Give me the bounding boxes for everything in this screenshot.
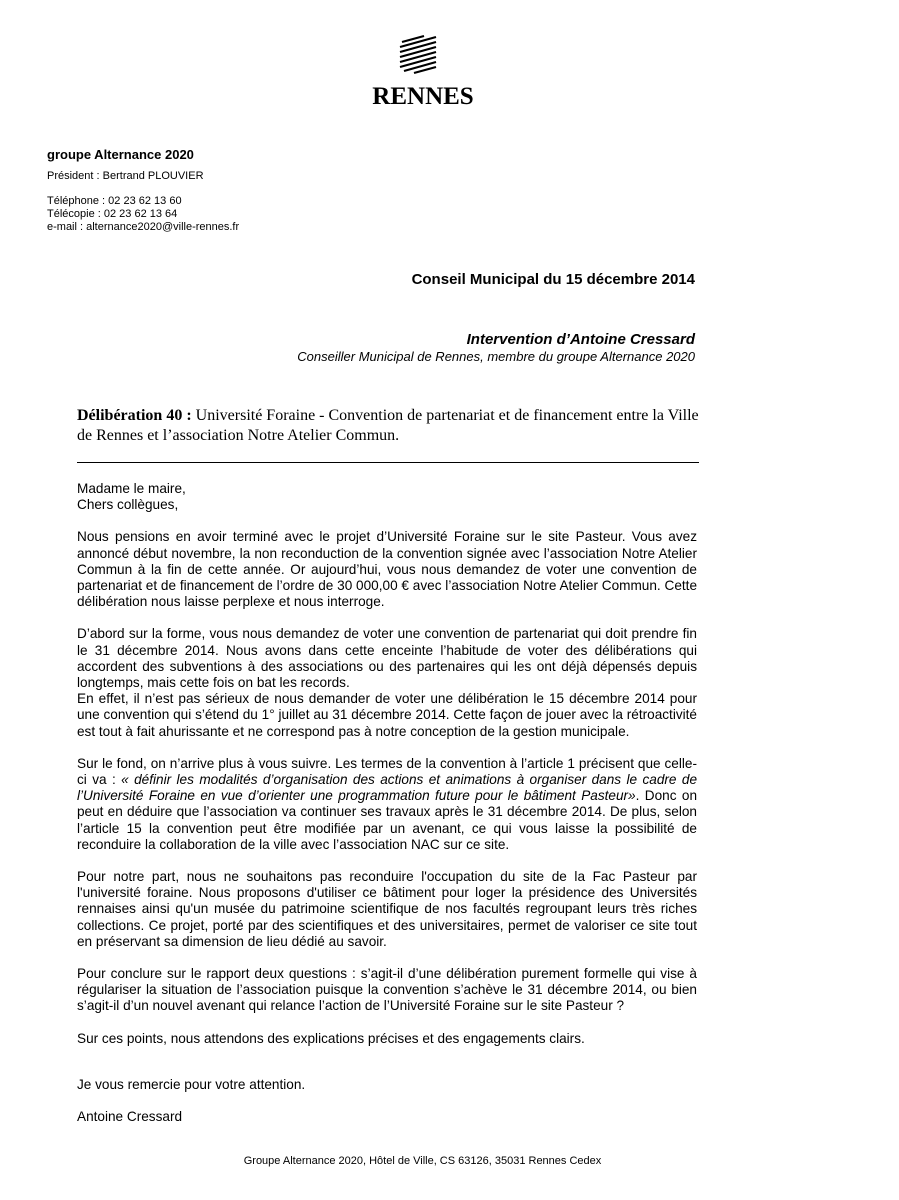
rennes-logo xyxy=(372,34,474,110)
email-line: e-mail : alternance2020@ville-rennes.fr xyxy=(47,221,240,233)
telephone-line: Téléphone : 02 23 62 13 60 xyxy=(47,195,182,207)
paragraph-2: D’abord sur la forme, vous nous demandez de voter une convention de partenariat qui doit prendre fin le 31 décembre 2014. Nous avons dans cette enceinte l’habitude de voter des délibérations qui accordent des subventions à des associations ou des partenaires qui les ont déjà dépensés depuis longtemps, mais cette fois on bat les records. xyxy=(77,626,697,691)
thanks-line: Je vous remercie pour votre attention. xyxy=(77,1076,306,1092)
paragraph-4-intro: Sur le fond, on n’arrive plus à vous suivre. Les termes de la convention à l’article 1 précisent que celle-ci va : xyxy=(77,755,697,788)
group-name: groupe Alternance 2020 xyxy=(47,147,194,162)
paragraph-5: Pour notre part, nous ne souhaitons pas reconduire l'occupation du site de la Fac Pasteur par l'université foraine. Nous proposons d'utiliser ce bâtiment pour loger la présidence des Universités rennaises ainsi qu'un musée du patrimoine scientifique de nos facultés regroupant leurs très riches collections. Ce projet, porté par des scientifiques et des universitaires, permet de valoriser ce site tout en préservant sa dimension de lieu dédié au savoir. xyxy=(77,869,697,949)
paragraph-4-rest: . Donc on peut en déduire que l’association va continuer ses travaux après le 31 décembre 2014. De plus, selon l’article 15 la convention peut être modifiée par un avenant, ce qui vous laisse la possibilité de reconduire la collaboration de la ville avec l’association NAC sur ce site. xyxy=(77,788,698,852)
greeting-2: Chers collègues, xyxy=(77,497,179,513)
deliberation-label: Délibération 40 : xyxy=(77,407,192,424)
speaker-role: Conseiller Municipal de Rennes, membre du groupe Alternance 2020 xyxy=(297,349,695,364)
paragraph-1: Nous pensions en avoir terminé avec le projet d’Université Foraine sur le site Pasteur. Vous avez annoncé début novembre, la non reconduction de la convention signée avec l’association Notre Atelier Commun à la fin de cette année. Or aujourd’hui, vous nous demandez de voter une convention de partenariat et de financement de l’ordre de 30 000,00 € avec l’association Notre Atelier Commun. Cette délibération nous laisse perplexe et nous interroge. xyxy=(77,529,697,610)
sender-block xyxy=(47,148,239,234)
speaker-block xyxy=(297,331,695,365)
footer-address: Groupe Alternance 2020, Hôtel de Ville, CS 63126, 35031 Rennes Cedex xyxy=(243,1155,602,1167)
deliberation-heading xyxy=(77,406,699,446)
letter-body xyxy=(77,481,697,1125)
divider xyxy=(77,462,699,463)
logo-wordmark: RENNES xyxy=(372,83,474,110)
paragraph-4 xyxy=(77,756,697,853)
meeting-title: Conseil Municipal du 15 décembre 2014 xyxy=(411,271,695,288)
greeting-1: Madame le maire, xyxy=(77,481,186,496)
signature: Antoine Cressard xyxy=(77,1109,183,1125)
telecopie-line: Télécopie : 02 23 62 13 64 xyxy=(47,208,178,220)
paragraph-4-quote: « définir les modalités d’organisation des actions et animations à organiser dans le cadre de l’Université Foraine en vue d’orienter une programmation future pour le bâtiment Pasteur» xyxy=(77,772,698,804)
paragraph-6: Pour conclure sur le rapport deux questions : s’agit-il d’une délibération purement formelle qui vise à régulariser la situation de l’association puisque la convention s’achève le 31 décembre 2014, ou bien s’agit-il d’un nouvel avenant qui relance l’action de l’Université Foraine sur le site Pasteur ? xyxy=(77,966,697,1014)
deliberation-text: Université Foraine - Convention de partenariat et de financement entre la Ville de Rennes et l’association Notre Atelier Commun. xyxy=(77,407,699,444)
speaker-name: Intervention d’Antoine Cressard xyxy=(466,331,695,348)
paragraph-7: Sur ces points, nous attendons des explications précises et des engagements clairs. xyxy=(77,1030,585,1046)
paragraph-3: En effet, il n’est pas sérieux de nous demander de voter une délibération le 15 décembre 2014 pour une convention qui s’étend du 1° juillet au 31 décembre 2014. Cette façon de jouer avec la rétroactivité est tout à fait ahurissante et ne correspond pas à notre conception de la gestion municipale. xyxy=(77,691,697,739)
president-line: Président : Bertrand PLOUVIER xyxy=(47,170,204,182)
